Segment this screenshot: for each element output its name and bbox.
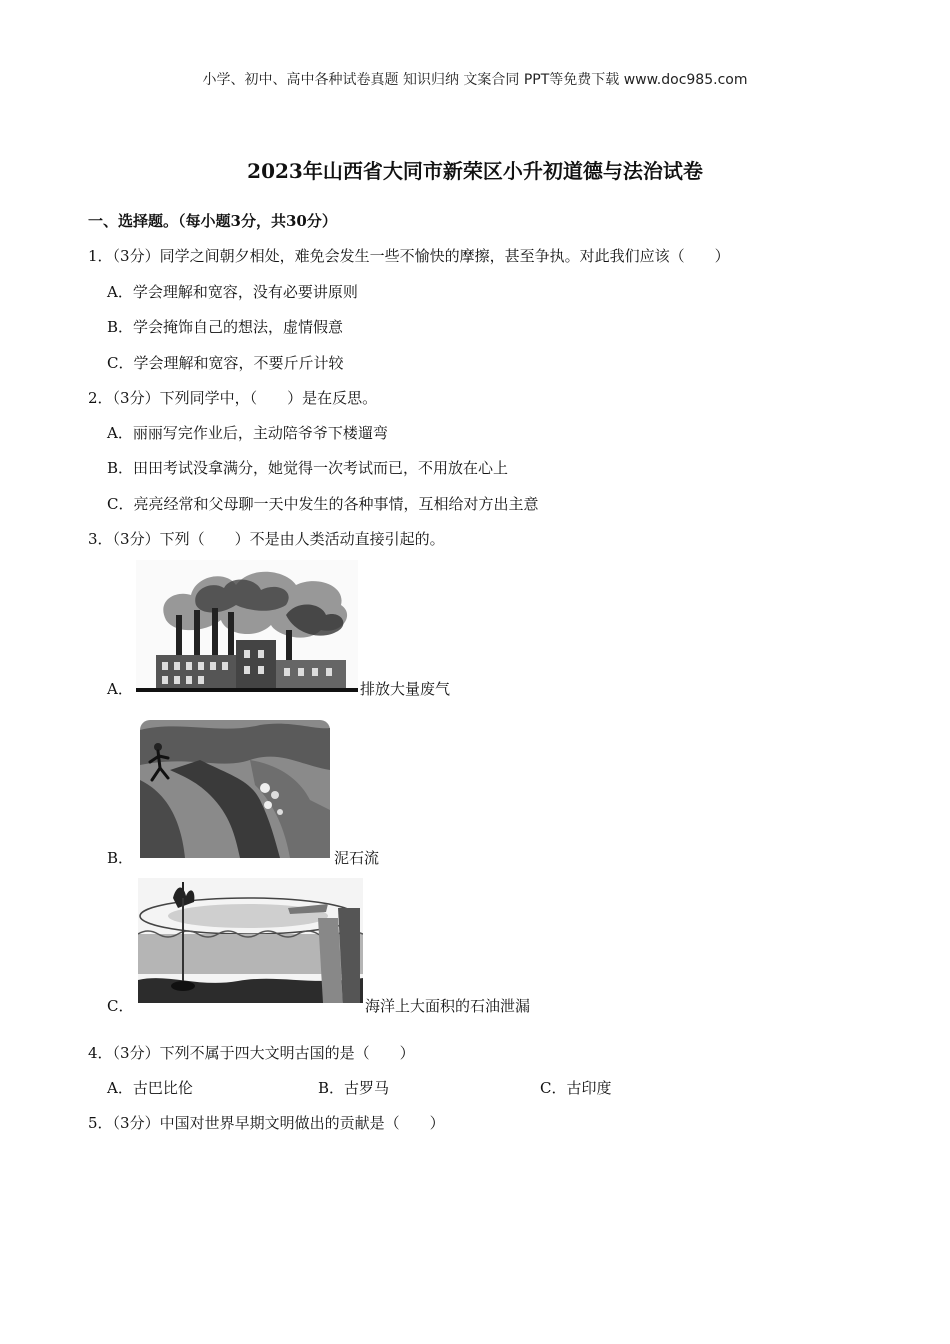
question-5-stem: 5．（3分）中国对世界早期文明做出的贡献是（ ）: [88, 1114, 445, 1132]
oil-spill-illustration: [138, 878, 363, 1003]
question-3-option-a-caption: 排放大量废气: [360, 680, 451, 698]
question-2-option-b[interactable]: B．田田考试没拿满分，她觉得一次考试而已，不用放在心上: [107, 459, 509, 477]
exam-title: 2023年山西省大同市新荣区小升初道德与法治试卷: [247, 159, 703, 183]
question-2-option-c[interactable]: C．亮亮经常和父母聊一天中发生的各种事情，互相给对方出主意: [107, 495, 539, 513]
question-4-stem: 4．（3分）下列不属于四大文明古国的是（ ）: [88, 1044, 415, 1062]
question-1-option-a[interactable]: A．学会理解和宽容，没有必要讲原则: [107, 283, 358, 301]
question-4-option-b[interactable]: B．古罗马: [318, 1079, 390, 1097]
question-4-option-a[interactable]: A．古巴比伦: [107, 1079, 193, 1097]
question-2-option-a[interactable]: A．丽丽写完作业后，主动陪爷爷下楼遛弯: [107, 424, 388, 442]
question-1-stem: 1．（3分）同学之间朝夕相处，难免会发生一些不愉快的摩擦，甚至争执。对此我们应该（ ）: [88, 247, 730, 265]
page-header-banner: 小学、初中、高中各种试卷真题 知识归纳 文案合同 PPT等免费下载 www.doc985.com: [202, 72, 748, 88]
question-1-option-b[interactable]: B．学会掩饰自己的想法，虚情假意: [107, 318, 344, 336]
question-3-option-c-caption: 海洋上大面积的石油泄漏: [365, 997, 531, 1015]
mudslide-illustration: [140, 720, 330, 858]
section-heading: 一、选择题。（每小题3分，共30分）: [88, 212, 337, 230]
question-3-option-c-letter[interactable]: C．: [107, 997, 134, 1015]
question-3-option-b-letter[interactable]: B．: [107, 849, 134, 867]
question-2-stem: 2．（3分）下列同学中，（ ）是在反思。: [88, 389, 378, 407]
question-1-option-c[interactable]: C．学会理解和宽容，不要斤斤计较: [107, 354, 344, 372]
factory-smoke-illustration: [136, 560, 358, 692]
question-3-stem: 3．（3分）下列（ ）不是由人类活动直接引起的。: [88, 530, 445, 548]
question-3-option-b-caption: 泥石流: [334, 849, 380, 867]
question-4-option-c[interactable]: C．古印度: [540, 1079, 612, 1097]
question-3-option-a-letter[interactable]: A．: [107, 680, 133, 698]
